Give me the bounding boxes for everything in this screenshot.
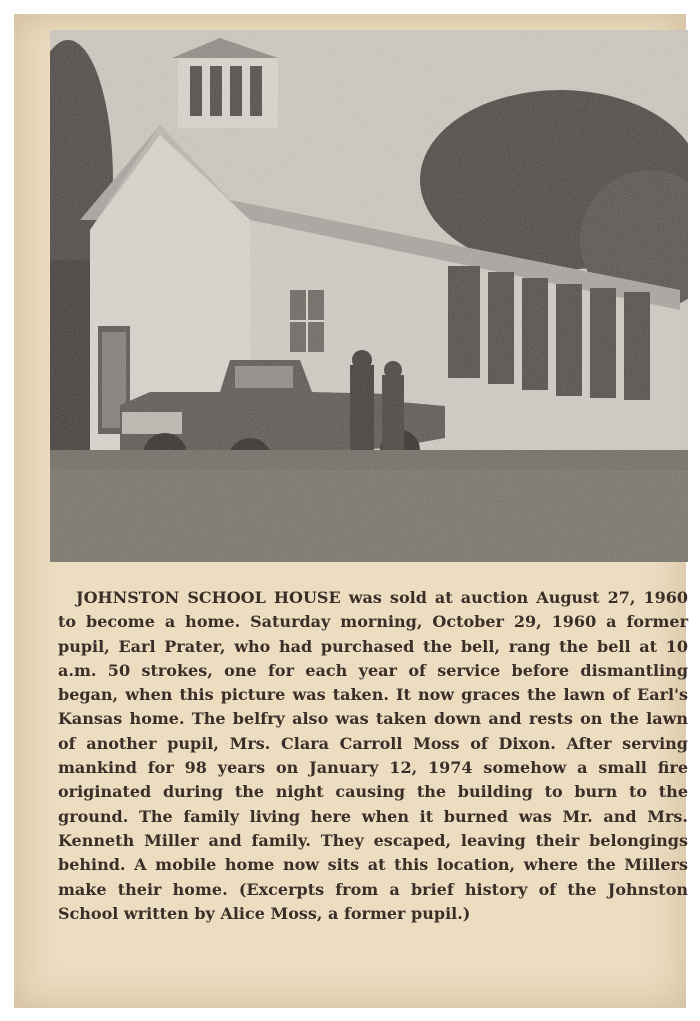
school-house-photo — [50, 30, 688, 562]
halftone-grain — [50, 30, 688, 562]
newspaper-clipping — [14, 14, 689, 1008]
article-headline: JOHNSTON SCHOOL HOUSE — [76, 588, 341, 607]
article-body: was sold at auction August 27, 1960 to become a home. Saturday morning, October 29, 1960 a former pupil, Earl Prater, who had purchased the bell, rang the bell at 10 a.m. 50 strokes, one for each year of service before dismantling began, when this picture was taken. It now graces the lawn of Earl's Kansas home. The belfry also was taken down and rests on the lawn of another pupil, Mrs. Clara Carroll Moss of Dixon. After serving mankind for 98 years on January 12, 1974 somehow a small fire originated during the night causing the building to burn to the ground. The family living here when it burned was Mr. and Mrs. Kenneth Miller and family. They escaped, leaving their belongings behind. A mobile home now sits at this location, where the Millers make their home. (Excerpts from a brief history of the Johnston School written by Alice Moss, a former pupil.) — [58, 588, 689, 923]
article-caption — [58, 586, 688, 926]
photo-illustration — [50, 30, 688, 562]
